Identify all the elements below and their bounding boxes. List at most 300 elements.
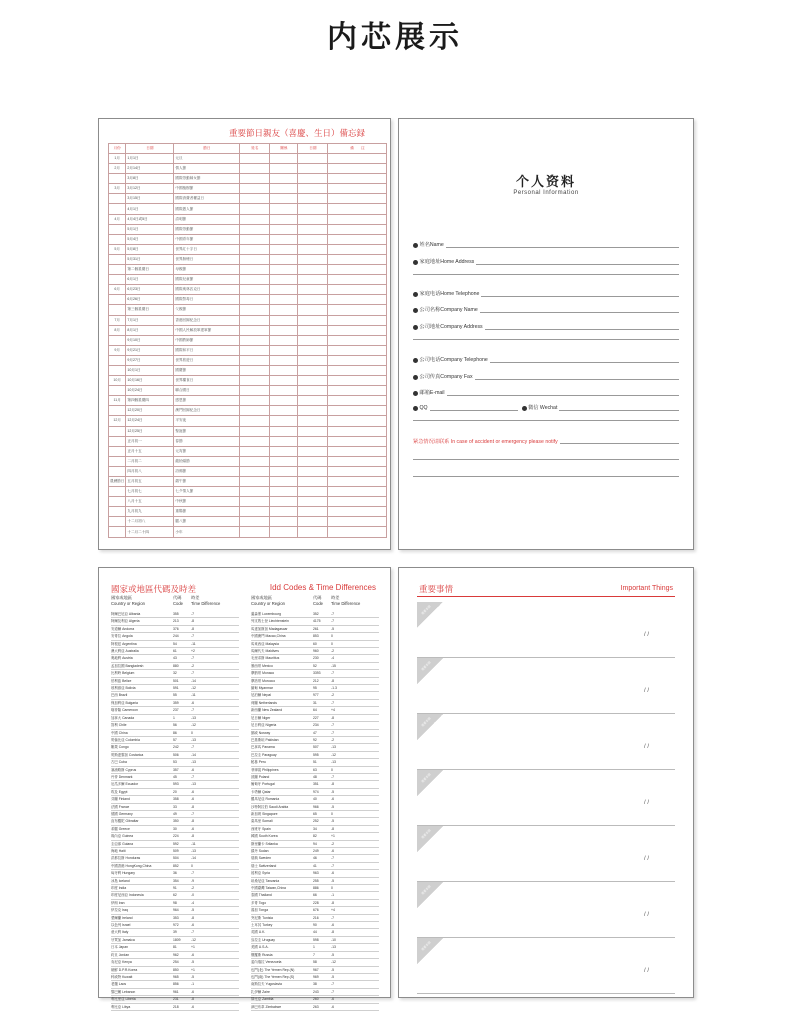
country-code: 974 [313,789,319,794]
list-item [251,641,379,648]
country-code: 3393 [313,671,321,676]
time-difference: -9 [191,878,195,883]
country-name: 斯里蘭卡 Srilanka [251,841,278,846]
country-name: 直布羅陀 Gibraltar [111,819,139,824]
qq-icon [413,406,418,411]
date-cell: 12月20日 [126,406,174,416]
country-name: 以色列 Israel [111,923,131,928]
country-code: 86 [173,730,177,735]
time-difference: +1 [331,834,335,839]
country-code: 43 [173,656,177,661]
country-code: 91 [173,886,177,891]
holiday-cell: 國際勞動婦女節 [174,174,240,184]
list-item [251,907,379,914]
holiday-table-header: 日期 [298,144,328,154]
table-row [109,497,387,507]
country-code: 55 [173,693,177,698]
time-difference: -11 [191,641,196,646]
note-cell [328,436,387,446]
note-cell [328,517,387,527]
important-section [417,658,675,714]
country-code: 242 [173,745,179,750]
date-cell: 第三個星期日 [126,305,174,315]
relation-cell [270,265,298,275]
time-difference: -8 [191,997,195,1002]
country-name: 埃及 Egypt [111,789,128,794]
month-cell: 8月 [109,325,126,335]
note-cell [328,487,387,497]
table-row [109,406,387,416]
emergency-label: 紧急情况请联系 In case of accident or emergency please notify [413,439,558,445]
time-difference: -6 [331,923,335,928]
name-cell [240,365,270,375]
time-difference: -7 [191,612,195,616]
table-row [109,204,387,214]
list-item [111,811,239,818]
name-cell [240,265,270,275]
list-item [111,885,239,892]
country-name: 芬蘭 Finland [111,797,130,802]
date-cell [298,154,328,164]
month-cell [109,265,126,275]
table-row [109,426,387,436]
personal-field-label: 公司名称Company Name [419,307,478,313]
time-difference: -6 [191,789,195,794]
country-name: 湯加 Tonga [251,908,268,913]
table-row [109,254,387,264]
holiday-table-header: 姓名 [240,144,270,154]
country-name: 加拿大 Canada [111,715,134,720]
country-code: 47 [313,730,317,735]
note-cell [328,426,387,436]
holiday-cell: 母親節 [174,265,240,275]
country-name: 瑞典 Sweden [251,856,271,861]
month-cell [109,446,126,456]
personal-field [413,389,679,396]
date-cell [298,335,328,345]
table-row [109,315,387,325]
name-cell [240,194,270,204]
time-difference: -8 [331,678,335,683]
country-code: 967 [313,967,319,972]
holiday-cell: 龍抬頭節 [174,456,240,466]
list-item [111,855,239,862]
table-row [109,224,387,234]
list-item [111,944,239,951]
list-item [111,863,239,870]
country-code: 509 [173,849,179,853]
list-item [111,870,239,877]
note-cell [328,527,387,537]
time-difference: -14 [191,678,196,683]
country-code: 263 [313,1004,319,1009]
table-row [109,214,387,224]
time-difference: -7 [331,989,335,994]
list-item [251,944,379,951]
month-cell [109,426,126,436]
relation-cell [270,194,298,204]
date-cell [298,355,328,365]
list-item [251,885,379,892]
country-name: 印度尼西亞 Indonesia [111,893,144,898]
phone-icon [413,358,418,363]
country-name: 俄羅斯 Russia [251,952,273,957]
relation-cell [270,396,298,406]
note-cell [328,254,387,264]
country-name: 敘利亞 Syria [251,871,270,876]
list-item [251,670,379,677]
country-name: 葡萄牙 Portugal [251,782,275,787]
corner-tab-icon: 重要事情 [417,882,443,908]
personal-info-subtitle: Personal Information [513,190,579,196]
country-name: 盧森堡 Luxembourg [251,612,281,616]
list-item [251,774,379,781]
country-name: 韓國 South Korea [251,834,278,839]
relation-cell [270,507,298,517]
country-code: 1 [173,715,175,720]
time-difference: -12 [191,937,196,942]
date-cell: 5月31日 [126,254,174,264]
list-item [111,641,239,648]
country-name: 緬甸 Myanmar [251,686,273,691]
col-header-code-left: 代碼 Code [173,595,184,606]
date-cell: 1月1日 [126,154,174,164]
time-difference: -8 [331,900,335,905]
country-code: 352 [313,612,319,616]
name-cell [240,406,270,416]
date-cell: 3月15日 [126,194,174,204]
relation-cell [270,456,298,466]
date-cell: 3月8日 [126,174,174,184]
country-code: 593 [173,782,179,787]
country-code: 45 [173,774,177,779]
country-code: 49 [173,811,177,816]
country-name: 阿根廷 Argentina [111,641,137,646]
time-difference: -13 [191,782,196,787]
list-item [111,767,239,774]
country-code: 856 [173,982,179,987]
relation-cell [270,527,298,537]
country-name: 朝鮮 D.P.R.Korea [111,967,138,972]
month-cell: 10月 [109,376,126,386]
home-icon [413,260,418,265]
list-item [111,789,239,796]
country-code: 355 [173,612,179,616]
country-name: 幾內亞 Guinea [111,834,134,839]
holiday-table-header: 月份 [109,144,126,154]
important-things-page [398,567,694,998]
list-item [111,670,239,677]
holiday-memo-page [98,118,391,550]
list-item [251,1004,379,1011]
country-code: 960 [313,649,319,654]
time-difference: -5 [331,804,335,809]
time-difference: -12 [191,723,196,728]
list-item [111,692,239,699]
date-cell: 4月4日或5日 [126,214,174,224]
country-name: 挪威 Norway [251,730,271,735]
note-cell [328,477,387,487]
country-name: 巴基斯坦 Pakistan [251,737,279,742]
country-code: 376 [173,626,179,631]
country-code: 90 [313,923,317,928]
time-difference: 0 [331,811,333,816]
personal-field-label: 公司地址Company Address [419,324,483,330]
list-item [251,752,379,759]
list-item [251,618,379,625]
time-difference: -6 [331,849,335,853]
country-name: 中國臺灣 Taiwan,China [251,886,286,891]
country-name: 波蘭 Poland [251,774,270,779]
country-name: 厄瓜多爾 Ecuador [111,782,139,787]
personal-field-label: 家庭电话Home Telephone [419,291,480,297]
time-difference: -5 [331,974,335,979]
table-row [109,234,387,244]
country-name: 扎伊爾 Zaire [251,989,270,994]
country-name: 土耳其 Turkey [251,923,273,928]
country-code: 65 [313,811,317,816]
table-row [109,345,387,355]
country-code: 36 [173,871,177,876]
time-difference: -2 [191,663,195,668]
country-code: 598 [313,937,319,942]
note-cell [328,315,387,325]
col-header-code-right: 代碼 Code [313,595,324,606]
time-difference: -12 [331,752,336,757]
name-cell [240,174,270,184]
time-difference: -7 [331,612,335,616]
country-code: 351 [313,782,319,787]
date-cell [298,365,328,375]
holiday-table-header: 關係 [270,144,298,154]
time-difference: -6 [331,997,335,1002]
name-cell [240,527,270,537]
relation-cell [270,275,298,285]
country-code: 44 [313,930,317,935]
country-code: 81 [173,945,177,950]
table-row [109,194,387,204]
relation-cell [270,325,298,335]
date-cell: 10月24日 [126,386,174,396]
time-difference: -2 [331,737,335,742]
time-difference: -7 [191,634,195,639]
note-cell [328,386,387,396]
holiday-cell: 春節 [174,436,240,446]
country-code: 224 [173,834,179,839]
list-item [251,648,379,655]
time-difference: -2 [331,693,335,698]
country-code: 850 [173,967,179,972]
month-cell: 農曆節日 [109,477,126,487]
date-cell [298,406,328,416]
country-code: 1 [313,945,315,950]
name-cell [240,396,270,406]
corner-tab-icon: 重要事情 [417,602,443,628]
date-marks: / / [643,856,649,862]
date-cell [298,285,328,295]
country-code: 880 [173,663,179,668]
month-cell [109,234,126,244]
date-cell: 7月1日 [126,315,174,325]
relation-cell [270,365,298,375]
date-cell: 6月23日 [126,285,174,295]
time-difference: -14 [191,752,196,757]
table-row [109,244,387,254]
country-code: 507 [313,745,319,750]
relation-cell [270,164,298,174]
list-item [111,796,239,803]
date-cell [298,446,328,456]
time-difference: -13 [191,760,196,765]
list-item [251,767,379,774]
country-code: 213 [173,619,179,624]
date-cell [298,174,328,184]
list-item [111,715,239,722]
date-cell [298,517,328,527]
list-item [251,826,379,833]
time-difference: -8 [191,619,195,624]
list-item [111,959,239,966]
country-code: 52 [313,663,317,668]
country-name: 新加坡 Singapore [251,811,278,816]
time-difference: +4 [331,908,335,913]
month-cell: 9月 [109,345,126,355]
country-name: 冰島 Iceland [111,878,130,883]
date-cell: 10月1日 [126,365,174,375]
date-cell [298,396,328,406]
idd-list-right [251,611,379,1011]
holiday-cell: 感恩節 [174,396,240,406]
relation-cell [270,355,298,365]
page-title: 内芯展示 [327,20,463,55]
table-row [109,507,387,517]
holiday-cell: 國際兒童節 [174,275,240,285]
relation-cell [270,254,298,264]
country-code: 1809 [173,937,181,942]
holiday-cell: 臘八節 [174,517,240,527]
table-row [109,517,387,527]
list-item [111,878,239,885]
list-item [111,826,239,833]
relation-cell [270,406,298,416]
table-row [109,275,387,285]
country-name: 摩洛哥 Morocco [251,678,276,683]
col-header-time-right: 時差 Time Difference [331,595,361,606]
month-cell [109,335,126,345]
note-cell [328,234,387,244]
location-icon [413,325,418,330]
table-row [109,527,387,537]
time-difference: -0 [191,893,195,898]
emergency-contact [413,438,679,445]
list-item [111,848,239,855]
relation-cell [270,174,298,184]
country-code: 243 [313,989,319,994]
date-cell: 9月27日 [126,355,174,365]
country-code: 501 [173,678,179,683]
country-name: 丹麥 Denmark [111,774,133,779]
time-difference: -5 [331,952,335,957]
holiday-cell: 聯合國日 [174,386,240,396]
note-cell [328,396,387,406]
country-code: 31 [313,700,317,705]
country-name: 奧地利 Austria [111,656,133,661]
name-cell [240,325,270,335]
holiday-cell: 中國青年節 [174,234,240,244]
country-code: 965 [173,974,179,979]
list-item [111,915,239,922]
country-name: 伊拉克 Iraq [111,908,128,913]
table-row [109,365,387,375]
name-cell [240,164,270,174]
date-cell [298,214,328,224]
country-code: 961 [173,989,179,994]
time-difference: -7 [331,774,335,779]
country-code: 63 [313,767,317,772]
country-name: 也門(南) The Yemen Rep.(S) [251,974,295,979]
time-difference: -7 [331,671,335,676]
holiday-cell: 端午節 [174,477,240,487]
time-difference: -13 [191,715,196,720]
note-cell [328,224,387,234]
month-cell [109,466,126,476]
list-item [251,633,379,640]
country-name: 西班牙 Spain [251,826,271,831]
fax-icon [413,375,418,380]
country-code: 56 [173,723,177,728]
table-row [109,305,387,315]
table-row [109,416,387,426]
country-name: 坦桑尼亞 Tanzania [251,878,280,883]
name-cell [240,204,270,214]
country-code: 216 [313,915,319,920]
country-code: 218 [173,1004,179,1009]
country-name: 愛爾蘭 Ireland [111,915,133,920]
date-marks: / / [643,632,649,638]
holiday-cell: 元旦 [174,154,240,164]
holiday-cell: 國慶節 [174,365,240,375]
important-section [417,882,675,938]
time-difference: -6 [331,871,335,876]
corner-tab-icon: 重要事情 [417,658,443,684]
name-cell [240,184,270,194]
country-name: 卡塔爾 Qatar [251,789,271,794]
time-difference: -14 [191,856,196,861]
list-item [251,974,379,981]
personal-field-label: 姓名Name [419,242,444,248]
holiday-cell: 中秋節 [174,497,240,507]
time-difference: -8 [331,826,335,831]
country-name: 羅馬尼亞 Romania [251,797,280,802]
country-name: 約旦 Jordan [111,952,130,957]
country-name: 烏拉圭 Uruguay [251,937,275,942]
country-code: 54 [173,641,177,646]
time-difference: -5 [191,974,195,979]
country-code: 48 [313,774,317,779]
list-item [251,878,379,885]
date-cell [298,456,328,466]
personal-field [413,258,679,265]
month-cell: 5月 [109,244,126,254]
time-difference: 0 [191,863,193,868]
country-name: 塞浦路斯 Cyprus [111,767,137,772]
note-cell [328,214,387,224]
country-code: 237 [173,708,179,713]
country-code: 506 [173,752,179,757]
relation-cell [270,376,298,386]
note-cell [328,325,387,335]
holiday-cell: 元宵節 [174,446,240,456]
